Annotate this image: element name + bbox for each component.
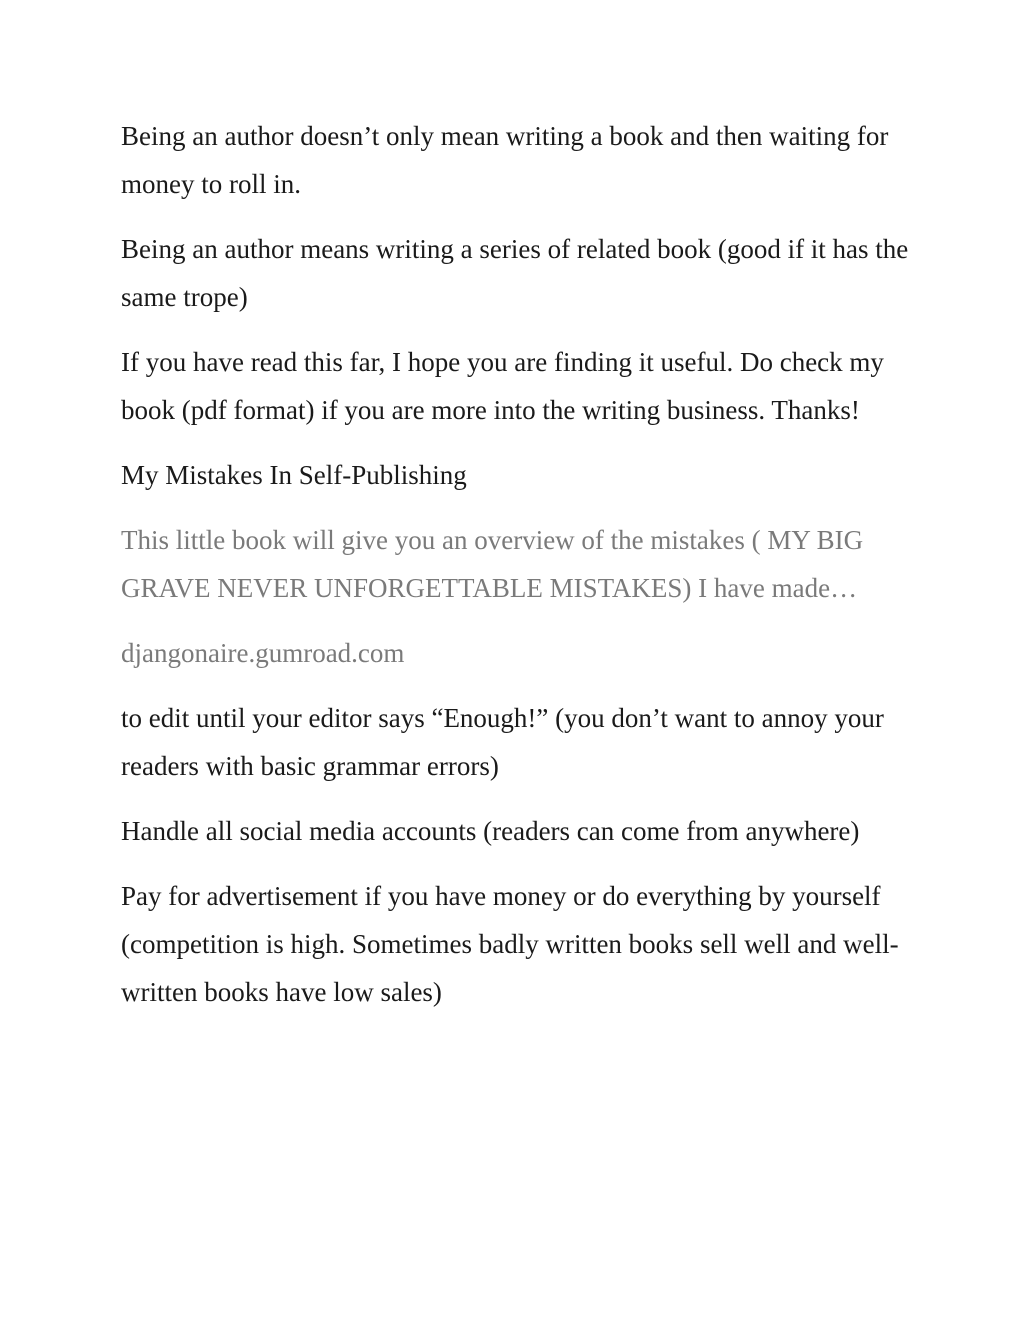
article-body (121, 112, 921, 1033)
paragraph: If you have read this far, I hope you are finding it useful. Do check my book (pdf format) if you are more into the writing business. Thanks! (121, 347, 884, 425)
paragraph: Pay for advertisement if you have money or do everything by yourself (competition is high. Sometimes badly written books sell well and well-written books have low sales) (121, 881, 899, 1007)
paragraph: Being an author doesn’t only mean writing a book and then waiting for money to roll in. (121, 121, 889, 199)
paragraph: Being an author means writing a series of related book (good if it has the same trope) (121, 234, 909, 312)
link-embed[interactable] (121, 451, 921, 677)
embed-title[interactable]: My Mistakes In Self-Publishing (121, 460, 467, 490)
embed-domain-link[interactable]: djangonaire.gumroad.com (121, 638, 405, 668)
embed-description: This little book will give you an overview of the mistakes ( MY BIG GRAVE NEVER UNFORGETTABLE MISTAKES) I have made… (121, 525, 864, 603)
paragraph: Handle all social media accounts (readers can come from anywhere) (121, 816, 860, 846)
paragraph: to edit until your editor says “Enough!” (you don’t want to annoy your readers with basic grammar errors) (121, 703, 884, 781)
